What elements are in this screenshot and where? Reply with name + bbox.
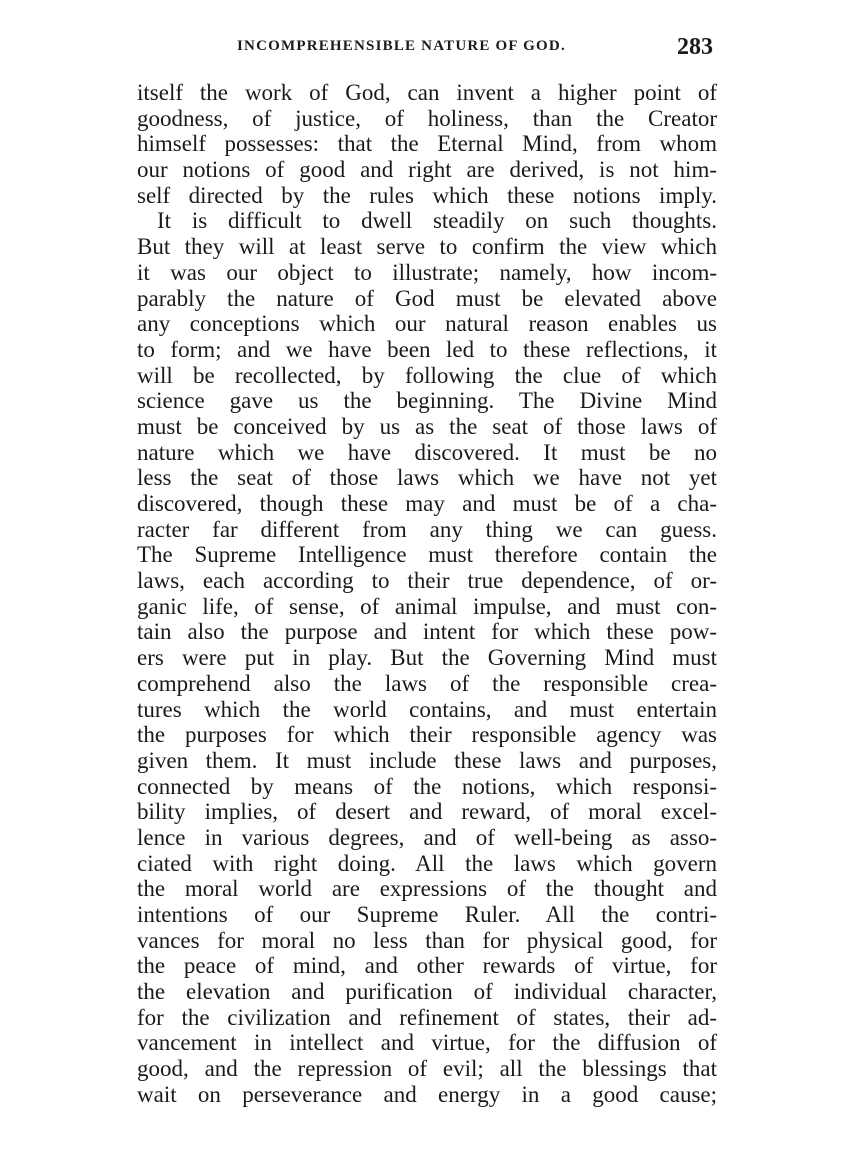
text-line: goodness, of justice, of holiness, than the Creator [137, 105, 717, 131]
text-line: tures which the world contains, and must entertain [137, 696, 717, 722]
text-line: lence in various degrees, and of well-being as asso- [137, 824, 717, 850]
text-line: ers were put in play. But the Governing Mind must [137, 645, 717, 671]
text-line: it was our object to illustrate; namely, how incom- [137, 259, 717, 285]
text-line: vancement in intellect and virtue, for the diffusion of [137, 1030, 717, 1056]
text-line: given them. It must include these laws and purposes, [137, 747, 717, 773]
text-line: It is difficult to dwell steadily on such thoughts. [157, 208, 717, 234]
text-line: ganic life, of sense, of animal impulse, and must con- [137, 593, 717, 619]
page-number: 283 [677, 34, 713, 60]
text-line: the peace of mind, and other rewards of virtue, for [137, 953, 717, 979]
text-line: connected by means of the notions, which responsi- [137, 773, 717, 799]
text-line: tain also the purpose and intent for which these pow- [137, 619, 717, 645]
text-line: racter far different from any thing we can guess. [137, 516, 717, 542]
text-line: to form; and we have been led to these reflections, it [137, 336, 717, 362]
text-line: any conceptions which our natural reason enables us [137, 311, 717, 337]
running-title: INCOMPREHENSIBLE NATURE OF GOD. [237, 38, 566, 54]
text-line: good, and the repression of evil; all the blessings that [137, 1056, 717, 1082]
text-line: discovered, though these may and must be of a cha- [137, 491, 717, 516]
text-line: vances for moral no less than for physical good, for [137, 927, 717, 953]
text-line: But they will at least serve to confirm the view which [137, 234, 717, 260]
text-line: wait on perseverance and energy in a good cause; [137, 1081, 717, 1107]
text-line: our notions of good and right are derived, is not him- [137, 157, 717, 183]
running-head [137, 34, 717, 64]
text-line: laws, each according to their true dependence, of or- [137, 568, 717, 594]
text-line: comprehend also the laws of the responsible crea- [137, 670, 717, 696]
text-line: self directed by the rules which these notions imply. [137, 182, 717, 208]
body-text [137, 80, 717, 1108]
text-line: the moral world are expressions of the thought and [137, 876, 717, 902]
text-line: intentions of our Supreme Ruler. All the contri- [137, 902, 717, 927]
text-line: must be conceived by us as the seat of those laws of [137, 413, 717, 439]
text-line: bility implies, of desert and reward, of moral excel- [137, 799, 717, 825]
text-line: the elevation and purification of individual character, [137, 979, 717, 1005]
text-line: for the civilization and refinement of states, their ad- [137, 1004, 717, 1030]
text-line: the purposes for which their responsible agency was [137, 722, 717, 748]
text-line: ciated with right doing. All the laws which govern [137, 850, 717, 876]
text-line: science gave us the beginning. The Divine Mind [137, 388, 717, 414]
text-line: himself possesses: that the Eternal Mind, from whom [137, 131, 717, 157]
text-line: less the seat of those laws which we have not yet [137, 465, 717, 491]
text-line: parably the nature of God must be elevated above [137, 285, 717, 311]
text-line: itself the work of God, can invent a higher point of [137, 80, 717, 105]
text-line: The Supreme Intelligence must therefore contain the [137, 542, 717, 568]
text-line: nature which we have discovered. It must be no [137, 439, 717, 465]
text-line: will be recollected, by following the clue of which [137, 362, 717, 388]
